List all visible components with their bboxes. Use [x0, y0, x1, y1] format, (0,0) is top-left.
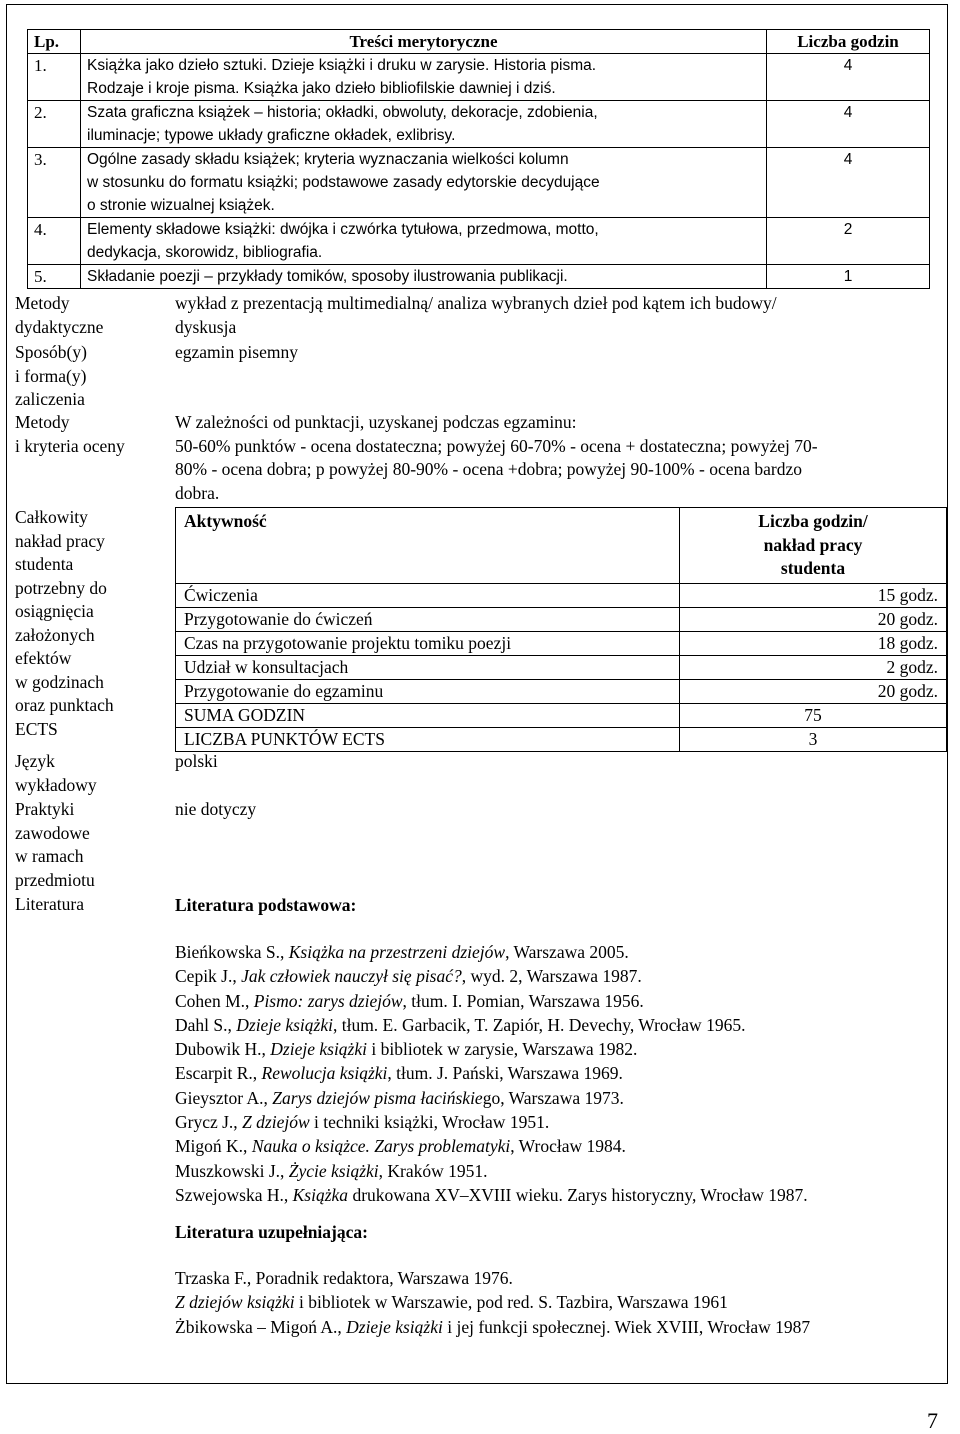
topic-hours: 2	[767, 218, 930, 265]
reference-item	[175, 1061, 808, 1085]
topic-content	[81, 218, 767, 265]
basic-heading-text: Literatura podstawowa:	[175, 895, 357, 915]
topic-content	[81, 54, 767, 101]
reference-rest: , tłum. J. Pański, Warszawa 1969.	[387, 1063, 623, 1084]
topic-line: o stronie wizualnej książek.	[87, 197, 275, 214]
language-value: polski	[175, 751, 218, 771]
topic-content	[81, 148, 767, 218]
methods-label-line: dydaktyczne	[15, 316, 104, 337]
topic-line: w stosunku do formatu książki; podstawowe zasady edytorskie decydujące	[87, 174, 600, 191]
reference-rest: drukowana XV–XVIII wieku. Zarys historyczny, Wrocław 1987.	[348, 1184, 808, 1205]
workload-header-row	[176, 508, 947, 584]
workload-label-line: potrzebny do	[15, 577, 107, 598]
topic-line: Ogólne zasady składu książek; kryteria wyznaczania wielkości kolumn	[87, 151, 569, 168]
methods-label	[15, 292, 165, 339]
topic-line: Składanie poezji – przykłady tomików, sposoby ilustrowania publikacji.	[87, 268, 568, 285]
workload-row	[176, 583, 947, 607]
criteria-value-line: 50-60% punktów - ocena dostateczna; powyżej 60-70% - ocena + dostateczna; powyżej 70-	[175, 435, 818, 456]
reference-author: Escarpit R.,	[175, 1063, 262, 1084]
reference-rest: , tłum. I. Pomian, Warszawa 1956.	[402, 990, 644, 1011]
reference-title: Nauka o książce. Zarys problematyki	[251, 1136, 511, 1157]
workload-label-line: efektów	[15, 648, 72, 668]
ects-label: LICZBA PUNKTÓW ECTS	[176, 727, 680, 751]
ects-value: 3	[680, 727, 947, 751]
topic-line: Szata graficzna książek – historia; okładki, obwoluty, dekoracje, zdobienia,	[87, 104, 598, 121]
reference-item	[175, 940, 808, 964]
reference-title: Dzieje książki	[236, 1014, 333, 1035]
reference-rest: , Wrocław 1984.	[510, 1136, 626, 1157]
header-num: Lp.	[28, 30, 81, 54]
reference-title: Jak człowiek nauczył się pisać?	[241, 966, 462, 987]
workload-label-line: nakład pracy	[15, 530, 105, 551]
topic-line: iluminacje; typowe układy graficzne okładek, exlibrisy.	[87, 127, 456, 144]
workload-label-line: ECTS	[15, 718, 58, 739]
workload-head-hours-line: Liczba godzin/	[758, 511, 868, 531]
workload-activity: Udział w konsultacjach	[176, 655, 680, 679]
workload-hours: 15 godz.	[680, 583, 947, 607]
methods-label-line: Metody	[15, 293, 70, 313]
reference-rest: Poradnik redaktora, Warszawa 1976.	[255, 1268, 513, 1288]
sum-value: 75	[680, 703, 947, 727]
language-label	[15, 750, 165, 797]
reference-item	[175, 1013, 808, 1037]
workload-label-line: Całkowity	[15, 507, 88, 527]
reference-author: Muszkowski J.,	[175, 1160, 289, 1181]
literature-extra-list	[175, 1266, 810, 1339]
topic-num: 2.	[28, 101, 81, 148]
workload-row	[176, 631, 947, 655]
workload-table	[175, 507, 947, 752]
topic-line: Rodzaje i kroje pisma. Książka jako dzieło bibliofilskie dawniej i dziś.	[87, 80, 556, 97]
workload-label-line: osiągnięcia	[15, 601, 94, 621]
topic-num: 5.	[28, 265, 81, 289]
reference-author: Dahl S.,	[175, 1014, 237, 1035]
workload-hours: 18 godz.	[680, 631, 947, 655]
criteria-label	[15, 411, 165, 458]
methods-value-line: wykład z prezentacją multimedialną/ analiza wybranych dzieł pod kątem ich budowy/	[175, 293, 777, 313]
reference-rest: i bibliotek w zarysie, Warszawa 1982.	[367, 1039, 638, 1060]
topic-num: 3.	[28, 148, 81, 218]
reference-item	[175, 1037, 808, 1061]
reference-item	[175, 1159, 808, 1183]
reference-title: Z dziejów książki	[175, 1292, 295, 1313]
criteria-value	[175, 411, 935, 505]
criteria-value-line: 80% - ocena dobra; p powyżej 80-90% - ocena +dobra; powyżej 90-100% - ocena bardzo	[175, 459, 802, 479]
topic-row	[28, 218, 930, 265]
reference-item	[175, 1183, 808, 1207]
reference-title: Książka	[292, 1184, 349, 1205]
reference-author: Gieysztor A.,	[175, 1087, 273, 1108]
reference-author: Żbikowska – Migoń A.,	[175, 1316, 347, 1337]
topics-table	[27, 29, 930, 289]
workload-label-line: w godzinach	[15, 671, 104, 692]
topic-num: 1.	[28, 54, 81, 101]
topic-num: 4.	[28, 218, 81, 265]
reference-author: Grycz J.,	[175, 1112, 243, 1133]
reference-title: Książka na przestrzeni dziejów	[288, 942, 506, 962]
topic-content	[81, 265, 767, 289]
internship-label-line: zawodowe	[15, 822, 90, 843]
internship-label	[15, 798, 165, 892]
criteria-value-line: dobra.	[175, 482, 220, 503]
methods-value	[175, 292, 935, 339]
topic-row	[28, 148, 930, 218]
reference-author: Dubowik H.,	[175, 1039, 271, 1060]
reference-rest: , Warszawa 2005.	[505, 942, 629, 962]
reference-item	[175, 1290, 810, 1314]
assessment-label-line: Sposób(y)	[15, 342, 87, 362]
topic-hours: 4	[767, 101, 930, 148]
language-label-line: Język	[15, 751, 55, 771]
workload-hours: 20 godz.	[680, 607, 947, 631]
workload-label	[15, 506, 165, 741]
methods-value-line: dyskusja	[175, 316, 237, 337]
reference-title: Dzieje książki	[346, 1316, 443, 1337]
reference-title: Rewolucja książki	[261, 1063, 388, 1084]
reference-item	[175, 1110, 808, 1134]
topic-line: Książka jako dzieło sztuki. Dzieje książki i druku w zarysie. Historia pisma.	[87, 57, 597, 74]
topic-row	[28, 54, 930, 101]
language-label-line: wykładowy	[15, 774, 97, 795]
workload-label-line: oraz punktach	[15, 695, 114, 715]
internship-label-line: przedmiotu	[15, 869, 95, 890]
workload-activity: Ćwiczenia	[176, 583, 680, 607]
reference-item	[175, 1315, 810, 1339]
topic-hours: 4	[767, 54, 930, 101]
workload-activity: Przygotowanie do egzaminu	[176, 679, 680, 703]
workload-sum-row	[176, 703, 947, 727]
reference-author: Migoń K.,	[175, 1136, 252, 1157]
criteria-label-line: Metody	[15, 412, 70, 432]
reference-title: Zarys dziejów pisma łacińskie	[272, 1087, 483, 1108]
internship-label-line: w ramach	[15, 846, 84, 866]
topics-body	[28, 54, 930, 289]
workload-activity: Przygotowanie do ćwiczeń	[176, 607, 680, 631]
literature-basic-list	[175, 940, 808, 1207]
reference-rest: i bibliotek w Warszawie, pod red. S. Tazbira, Warszawa 1961	[294, 1292, 728, 1313]
reference-author: Cepik J.,	[175, 966, 242, 987]
criteria-label-line: i kryteria oceny	[15, 435, 125, 456]
reference-author: Cohen M.,	[175, 990, 254, 1011]
reference-rest: go, Warszawa 1973.	[482, 1087, 624, 1108]
assessment-label-line: i forma(y)	[15, 365, 87, 386]
reference-item	[175, 1266, 810, 1290]
reference-rest: i jej funkcji społecznej. Wiek XVIII, Wrocław 1987	[442, 1316, 811, 1337]
reference-author: Bieńkowska S.,	[175, 942, 289, 962]
reference-rest: , Kraków 1951.	[378, 1160, 488, 1181]
reference-rest: , tłum. E. Garbacik, T. Zapiór, H. Devechy, Wrocław 1965.	[332, 1014, 746, 1035]
reference-title: Dzieje książki	[270, 1039, 367, 1060]
topic-line: dedykacja, skorowidz, bibliografia.	[87, 244, 323, 261]
literature-extra-heading	[175, 1220, 368, 1244]
workload-head-hours	[680, 508, 947, 584]
reference-item	[175, 1086, 808, 1110]
extra-heading-text: Literatura uzupełniająca:	[175, 1222, 368, 1242]
reference-item	[175, 964, 808, 988]
topic-row	[28, 265, 930, 289]
reference-item	[175, 989, 808, 1013]
workload-row	[176, 655, 947, 679]
literature-basic-heading	[175, 893, 356, 917]
criteria-value-line: W zależności od punktacji, uzyskanej podczas egzaminu:	[175, 412, 577, 432]
internship-value: nie dotyczy	[175, 799, 257, 819]
workload-label-line: studenta	[15, 554, 74, 574]
reference-title: Pismo: zarys dziejów	[253, 990, 403, 1011]
workload-row	[176, 679, 947, 703]
workload-head-hours-line: nakład pracy	[763, 534, 863, 555]
reference-author: Trzaska F.,	[175, 1268, 256, 1288]
assessment-value: egzamin pisemny	[175, 342, 298, 362]
assessment-label	[15, 341, 165, 412]
topic-hours: 1	[767, 265, 930, 289]
topics-header-row	[28, 30, 930, 54]
reference-rest: i techniki książki, Wrocław 1951.	[309, 1112, 550, 1133]
workload-ects-row	[176, 727, 947, 751]
literature-label: Literatura	[15, 894, 84, 914]
workload-body	[176, 583, 947, 703]
internship-label-line: Praktyki	[15, 799, 75, 819]
workload-row	[176, 607, 947, 631]
topic-row	[28, 101, 930, 148]
reference-author: Szwejowska H.,	[175, 1184, 293, 1205]
page-number: 7	[927, 1408, 938, 1433]
header-content: Treści merytoryczne	[81, 30, 767, 54]
reference-title: Z dziejów	[242, 1112, 310, 1133]
workload-hours: 2 godz.	[680, 655, 947, 679]
reference-title: Życie książki	[288, 1160, 379, 1181]
reference-rest: , wyd. 2, Warszawa 1987.	[461, 966, 642, 987]
topic-hours: 4	[767, 148, 930, 218]
workload-label-line: założonych	[15, 624, 95, 645]
workload-activity: Czas na przygotowanie projektu tomiku poezji	[176, 631, 680, 655]
topic-line: Elementy składowe książki: dwójka i czwórka tytułowa, przedmowa, motto,	[87, 221, 599, 238]
workload-head-hours-line: studenta	[780, 558, 846, 578]
header-hours: Liczba godzin	[767, 30, 930, 54]
topic-content	[81, 101, 767, 148]
sum-label: SUMA GODZIN	[176, 703, 680, 727]
workload-head-activity: Aktywność	[176, 508, 680, 584]
workload-hours: 20 godz.	[680, 679, 947, 703]
reference-item	[175, 1134, 808, 1158]
assessment-label-line: zaliczenia	[15, 389, 85, 409]
